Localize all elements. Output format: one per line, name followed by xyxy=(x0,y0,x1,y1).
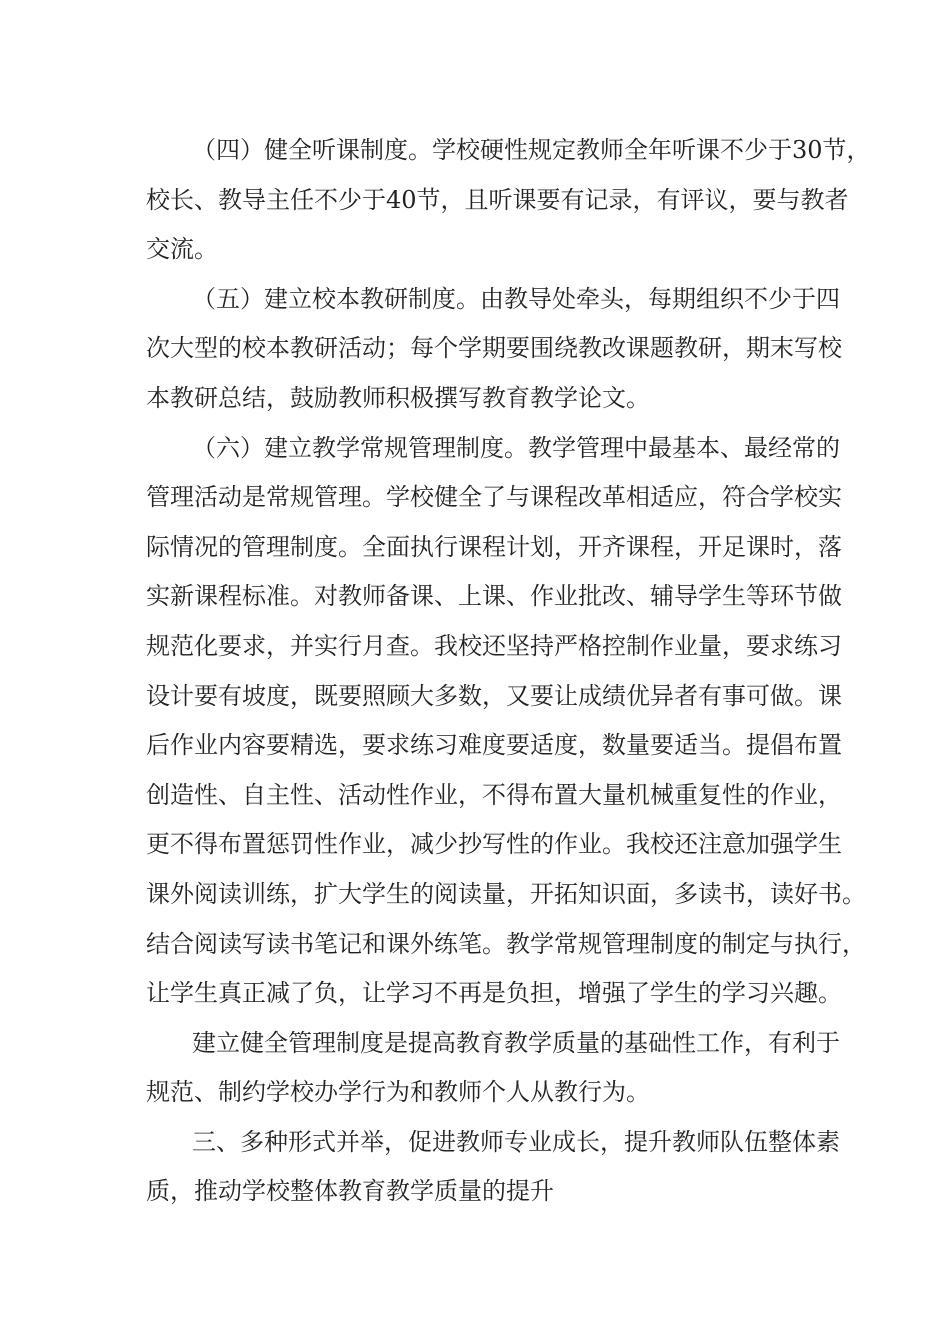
text-line: 课外阅读训练，扩大学生的阅读量，开拓知识面，多读书，读好书。 xyxy=(146,879,866,908)
text-line: 规范化要求，并实行月查。我校还坚持严格控制作业量，要求练习 xyxy=(146,631,842,660)
text-line: 管理活动是常规管理。学校健全了与课程改革相适应，符合学校实 xyxy=(146,483,842,512)
text-line: 更不得布置惩罚性作业，减少抄写性的作业。我校还注意加强学生 xyxy=(146,830,842,859)
text-line: 实新课程标准。对教师备课、上课、作业批改、辅导学生等环节做 xyxy=(146,582,842,611)
text-line: 际情况的管理制度。全面执行课程计划，开齐课程，开足课时，落 xyxy=(146,532,842,561)
text-line: 设计要有坡度，既要照顾大多数，又要让成绩优异者有事可做。课 xyxy=(146,681,842,710)
text-line: （四）健全听课制度。学校硬性规定教师全年听课不少于30节， xyxy=(192,136,871,164)
text-line: 规范、制约学校办学行为和教师个人从教行为。 xyxy=(146,1078,650,1107)
text-line: 质，推动学校整体教育教学质量的提升 xyxy=(146,1177,554,1206)
text-line: 交流。 xyxy=(146,235,218,264)
text-line: 建立健全管理制度是提高教育教学质量的基础性工作，有利于 xyxy=(192,1028,840,1057)
text-line: 结合阅读写读书笔记和课外练笔。教学常规管理制度的制定与执行， xyxy=(146,929,866,958)
text-line: 三、多种形式并举，促进教师专业成长，提升教师队伍整体素 xyxy=(192,1127,840,1156)
text-line: 创造性、自主性、活动性作业，不得布置大量机械重复性的作业， xyxy=(146,780,842,809)
text-line: 次大型的校本教研活动；每个学期要围绕教改课题教研，期末写校 xyxy=(146,334,842,363)
text-line: 后作业内容要精选，要求练习难度要适度，数量要适当。提倡布置 xyxy=(146,731,842,760)
text-line: （五）建立校本教研制度。由教导处牵头，每期组织不少于四 xyxy=(192,284,840,313)
document-body xyxy=(146,126,871,1217)
text-line: 让学生真正减了负，让学习不再是负担，增强了学生的学习兴趣。 xyxy=(146,979,842,1008)
text-line: （六）建立教学常规管理制度。教学管理中最基本、最经常的 xyxy=(192,433,840,462)
text-line: 本教研总结，鼓励教师积极撰写教育教学论文。 xyxy=(146,383,650,412)
text-line: 校长、教导主任不少于40节，且听课要有记录，有评议，要与教者 xyxy=(146,185,849,214)
